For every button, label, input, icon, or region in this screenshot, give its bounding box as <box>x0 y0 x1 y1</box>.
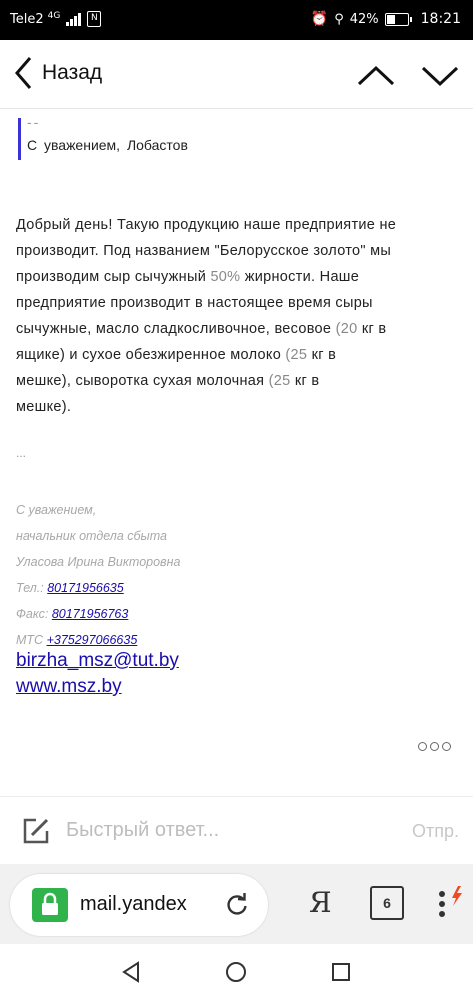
signature-greeting: С уважением, <box>16 503 97 517</box>
system-nav-bar <box>0 944 473 1000</box>
tabs-button[interactable]: 6 <box>370 886 404 920</box>
dot-icon <box>430 742 439 751</box>
edit-icon <box>22 817 50 845</box>
location-icon: ⚲ <box>334 11 344 27</box>
status-bar <box>0 0 473 40</box>
chevron-left-icon <box>14 56 32 90</box>
battery-icon <box>385 13 409 26</box>
contact-links <box>16 648 179 700</box>
next-message-button[interactable] <box>420 58 460 92</box>
body-line: производит. Под названием "Белорусское золото" мы <box>16 243 392 259</box>
nav-back-icon[interactable] <box>120 961 142 983</box>
browser-bar <box>0 864 473 944</box>
back-button[interactable] <box>14 56 102 90</box>
nfc-icon: N <box>87 11 101 27</box>
message-body <box>16 212 461 420</box>
top-bar <box>0 40 473 109</box>
menu-icon[interactable] <box>436 884 466 924</box>
back-label: Назад <box>42 61 103 84</box>
clock: 18:21 <box>420 11 461 27</box>
chevron-up-icon <box>356 58 396 92</box>
signature-position: начальник отдела сбыта <box>16 529 167 543</box>
reload-icon[interactable] <box>224 892 250 918</box>
tel-link[interactable]: 80171956635 <box>47 581 124 595</box>
battery-percent: 42% <box>349 11 379 27</box>
body-line: мешке), сыворотка сухая молочная (25 кг в <box>16 373 320 389</box>
more-options-button[interactable] <box>418 742 451 751</box>
nav-recents-icon[interactable] <box>331 962 351 982</box>
yandex-button[interactable]: Я <box>309 886 332 919</box>
url-text: mail.yandex <box>80 893 187 915</box>
dot-icon <box>442 742 451 751</box>
carrier-name: Tele2 <box>10 11 44 27</box>
body-line: предприятие производит в настоящее время сыры <box>16 295 373 311</box>
message-ellipsis: ... <box>16 446 27 460</box>
fax-link[interactable]: 80171956763 <box>51 607 129 621</box>
padlock-glyph <box>32 888 68 922</box>
quote-signature: С уважением, Лобастов <box>27 137 188 153</box>
dot-icon <box>418 742 427 751</box>
signal-icon <box>66 12 81 26</box>
signature-name: Уласова Ирина Викторовна <box>16 555 181 569</box>
website-link[interactable]: www.msz.by <box>16 676 122 697</box>
lock-icon <box>32 888 68 922</box>
quick-reply-input[interactable]: Быстрый ответ... <box>66 819 220 841</box>
mts-link[interactable]: +375297066635 <box>46 633 138 647</box>
alarm-icon: ⏰ <box>310 11 329 27</box>
signature-mts: МТС +375297066635 <box>16 633 138 647</box>
signature-block <box>16 497 180 653</box>
body-line: Добрый день! Такую продукцию наше предприятие не <box>16 217 397 233</box>
email-link[interactable]: birzha_msz@tut.by <box>16 650 179 671</box>
quoted-text <box>18 114 461 160</box>
quote-dash: -- <box>27 114 41 130</box>
nav-home-icon[interactable] <box>225 961 247 983</box>
body-line: производим сыр сычужный 50% жирности. Наше <box>16 269 360 285</box>
network-type: 4G <box>47 11 61 21</box>
address-bar[interactable] <box>10 874 268 936</box>
signature-fax: Факс: 80171956763 <box>16 607 129 621</box>
body-line: ящике) и сухое обезжиренное молоко (25 кг в <box>16 347 337 363</box>
body-line: мешке). <box>16 399 72 415</box>
quick-reply-bar <box>0 796 473 865</box>
battery-fill <box>387 15 395 24</box>
body-line: сычужные, масло сладкосливочное, весовое (20 кг в <box>16 321 387 337</box>
signature-tel: Тел.: 80171956635 <box>16 581 124 595</box>
chevron-down-icon <box>420 58 460 92</box>
previous-message-button[interactable] <box>356 58 396 92</box>
send-button[interactable]: Отпр. <box>411 821 459 841</box>
